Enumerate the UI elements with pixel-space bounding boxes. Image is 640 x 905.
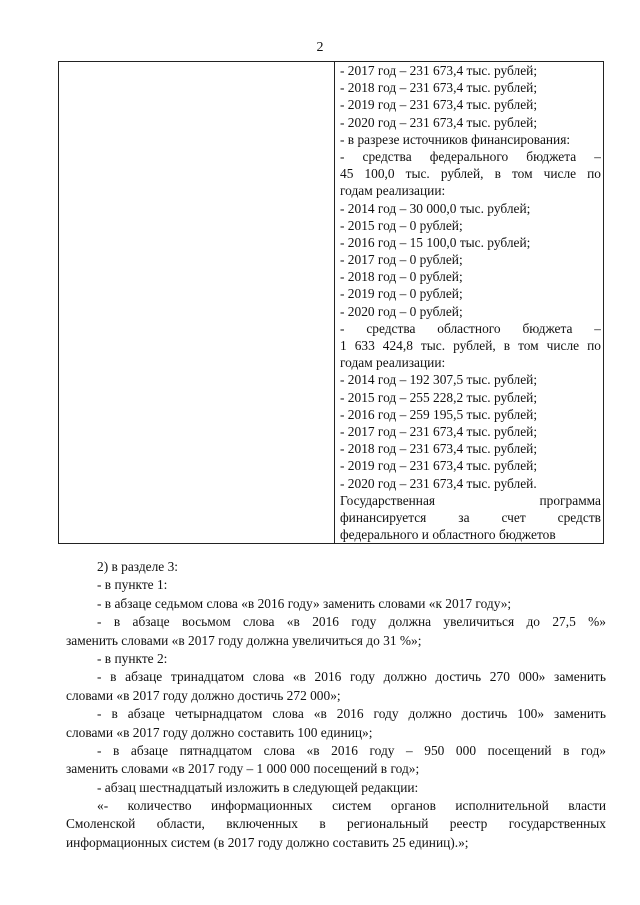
paragraph: - абзац шестнадцатый изложить в следующей редакции: — [97, 779, 419, 795]
table-line: - 2018 год – 231 673,4 тыс. рублей; — [340, 441, 538, 457]
table-line: годам реализации: — [340, 183, 446, 199]
table-line: - 2020 год – 231 673,4 тыс. рублей. — [340, 475, 537, 491]
table-line: - 2018 год – 231 673,4 тыс. рублей; — [340, 80, 538, 96]
table-line: - в разрезе источников финансирования: — [340, 131, 571, 147]
table-line: Государственная программа — [340, 492, 601, 508]
table-right-cell — [335, 62, 604, 544]
paragraph: - в пункте 1: — [97, 577, 168, 593]
paragraph: - в абзаце пятнадцатом слова «в 2016 году – 950 000 посещений в год» — [97, 742, 606, 758]
table-line: - 2019 год – 231 673,4 тыс. рублей; — [340, 458, 538, 474]
table-line: - 2015 год – 255 228,2 тыс. рублей; — [340, 389, 538, 405]
table-line: - 2016 год – 15 100,0 тыс. рублей; — [340, 234, 531, 250]
table-line: финансируется за счет средств — [340, 509, 601, 525]
table-line: - 2017 год – 0 рублей; — [340, 252, 463, 268]
financing-table — [58, 61, 604, 544]
table-line: - 2015 год – 0 рублей; — [340, 217, 463, 233]
paragraph: словами «в 2017 году должно составить 100 единиц»; — [66, 724, 373, 740]
paragraph: - в абзаце восьмом слова «в 2016 году должна увеличиться до 27,5 %» — [97, 614, 606, 630]
table-line: 45 100,0 тыс. рублей, в том числе по — [340, 166, 601, 182]
paragraph: заменить словами «в 2017 году должна увеличиться до 31 %»; — [66, 632, 422, 648]
table-left-cell — [59, 62, 335, 544]
paragraph: - в абзаце тринадцатом слова «в 2016 году должно достичь 270 000» заменить — [97, 669, 606, 685]
paragraph: информационных систем (в 2017 году должно составить 25 единиц).»; — [66, 834, 469, 850]
paragraph: словами «в 2017 году должно достичь 272 000»; — [66, 687, 341, 703]
paragraph: - в пункте 2: — [97, 650, 168, 666]
paragraph: заменить словами «в 2017 году – 1 000 000 посещений в год»; — [66, 761, 420, 777]
table-line: - 2019 год – 231 673,4 тыс. рублей; — [340, 97, 538, 113]
table-line: - 2014 год – 30 000,0 тыс. рублей; — [340, 200, 531, 216]
table-line: - средства областного бюджета – — [340, 320, 601, 336]
paragraph: 2) в разделе 3: — [97, 559, 179, 574]
paragraph: - в абзаце седьмом слова «в 2016 году» заменить словами «к 2017 году»; — [97, 595, 512, 611]
page-number: 2 — [316, 40, 324, 55]
table-line: - 2019 год – 0 рублей; — [340, 286, 463, 302]
table-line: - средства федерального бюджета – — [340, 148, 601, 164]
paragraph: - в абзаце четырнадцатом слова «в 2016 году должно достичь 100» заменить — [97, 706, 606, 722]
table-line: федерального и областного бюджетов — [340, 527, 556, 543]
table-line: - 2018 год – 0 рублей; — [340, 269, 463, 285]
table-line: - 2017 год – 231 673,4 тыс. рублей; — [340, 63, 538, 78]
paragraph: Смоленской области, включенных в региональный реестр государственных — [66, 816, 606, 832]
paragraph: «- количество информационных систем органов исполнительной власти — [97, 798, 606, 814]
table-line: - 2014 год – 192 307,5 тыс. рублей; — [340, 372, 538, 388]
amendment-text — [66, 558, 606, 852]
table-line: - 2016 год – 259 195,5 тыс. рублей; — [340, 406, 538, 422]
table-line: годам реализации: — [340, 355, 446, 371]
table-line: - 2020 год – 231 673,4 тыс. рублей; — [340, 114, 538, 130]
table-line: 1 633 424,8 тыс. рублей, в том числе по — [340, 338, 601, 353]
table-line: - 2020 год – 0 рублей; — [340, 303, 463, 319]
table-line: - 2017 год – 231 673,4 тыс. рублей; — [340, 423, 538, 439]
